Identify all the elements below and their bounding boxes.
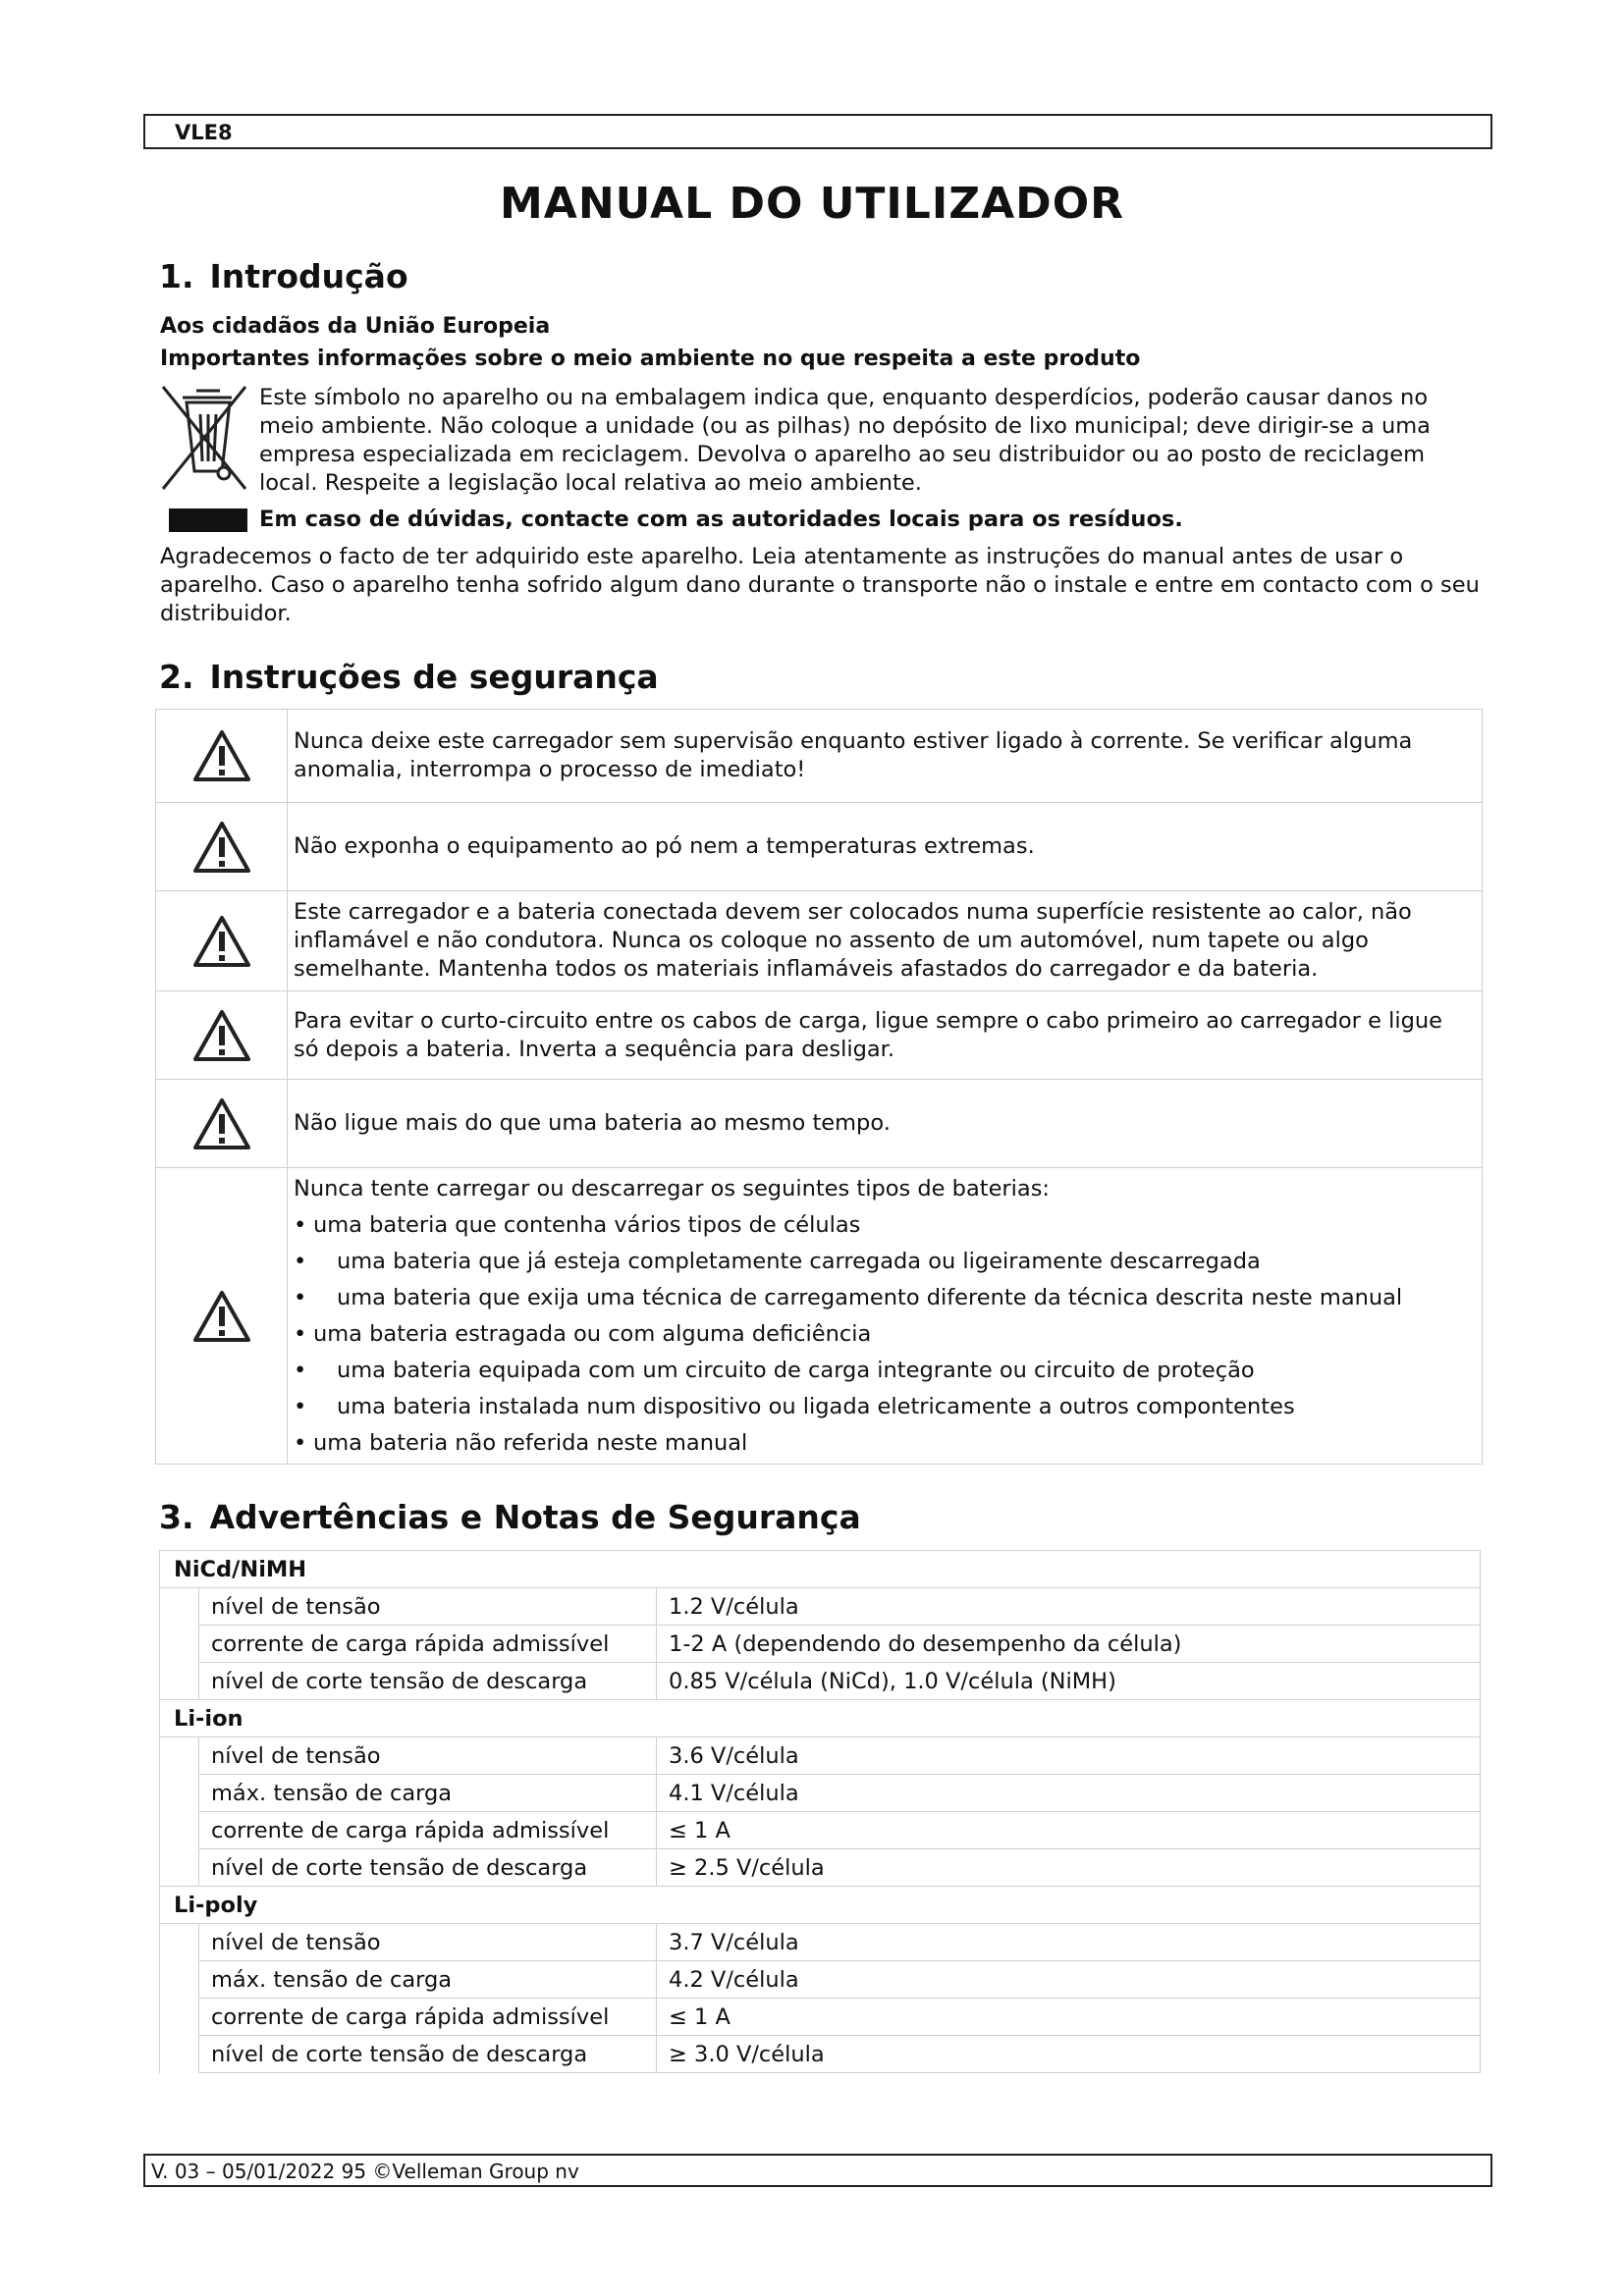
bullet-dot: • bbox=[294, 1429, 307, 1456]
spec-label: nível de tensão bbox=[199, 1588, 657, 1626]
safety-row bbox=[156, 891, 1483, 991]
safety-text: Não ligue mais do que uma bateria ao mesmo tempo. bbox=[288, 1080, 1483, 1168]
warning-icon-cell bbox=[156, 1168, 288, 1465]
warning-icon-cell bbox=[156, 803, 288, 891]
spec-value: 1-2 A (dependendo do desempenho da célula) bbox=[657, 1626, 1481, 1663]
section-number: 1. bbox=[159, 257, 194, 295]
spec-group-name: NiCd/NiMH bbox=[160, 1551, 1481, 1588]
spec-label: nível de corte tensão de descarga bbox=[199, 2036, 657, 2073]
spec-row bbox=[160, 1849, 1481, 1887]
bullet-dot: • bbox=[294, 1284, 307, 1310]
safety-row bbox=[156, 991, 1483, 1080]
section-title: Advertências e Notas de Segurança bbox=[209, 1498, 861, 1536]
safety-row bbox=[156, 710, 1483, 803]
safety-row bbox=[156, 1080, 1483, 1168]
footer-text: V. 03 – 05/01/2022 95 ©Velleman Group nv bbox=[151, 2160, 579, 2183]
battery-types-intro: Nunca tente carregar ou descarregar os seguintes tipos de baterias: bbox=[294, 1175, 1050, 1201]
spec-label: nível de corte tensão de descarga bbox=[199, 1663, 657, 1700]
section-heading-intro bbox=[159, 257, 408, 295]
bullet-dot: • bbox=[294, 1357, 307, 1383]
section-number: 3. bbox=[159, 1498, 194, 1536]
safety-text: Para evitar o curto-circuito entre os cabos de carga, ligue sempre o cabo primeiro ao carregador e ligue só depois a bateria. Inverta a sequência para desligar. bbox=[288, 991, 1483, 1080]
thanks-paragraph: Agradecemos o facto de ter adquirido este aparelho. Leia atentamente as instruções do manual antes de usar o aparelho. Caso o aparelho tenha sofrido algum dano durante o transporte não o instale e entre em contacto com o seu distribuidor. bbox=[160, 544, 1480, 626]
crossed-bin-icon bbox=[159, 383, 249, 493]
document-title: MANUAL DO UTILIZADOR bbox=[500, 179, 1124, 229]
section-title: Introdução bbox=[209, 257, 408, 295]
spec-label: máx. tensão de carga bbox=[199, 1775, 657, 1812]
spec-value: 3.6 V/célula bbox=[657, 1737, 1481, 1775]
warning-icon bbox=[191, 914, 252, 969]
warning-icon-cell bbox=[156, 991, 288, 1080]
spec-label: nível de tensão bbox=[199, 1924, 657, 1961]
bullet-item bbox=[294, 1389, 1472, 1425]
warning-icon bbox=[191, 1096, 252, 1151]
bullet-text: uma bateria estragada ou com alguma deficiência bbox=[313, 1320, 872, 1347]
bullet-text: uma bateria instalada num dispositivo ou ligada eletricamente a outros compontentes bbox=[337, 1393, 1295, 1419]
spec-value: 3.7 V/célula bbox=[657, 1924, 1481, 1961]
bullet-item bbox=[294, 1353, 1472, 1389]
spec-label: nível de tensão bbox=[199, 1737, 657, 1775]
safety-row bbox=[156, 803, 1483, 891]
safety-text: Nunca deixe este carregador sem supervisão enquanto estiver ligado à corrente. Se verificar alguma anomalia, interrompa o processo de imediato! bbox=[288, 710, 1483, 803]
model-label: VLE8 bbox=[175, 121, 233, 144]
battery-types-cell bbox=[288, 1168, 1483, 1465]
section-heading-safety bbox=[159, 658, 659, 696]
spec-value: ≥ 2.5 V/célula bbox=[657, 1849, 1481, 1887]
safety-table bbox=[155, 709, 1483, 1465]
spec-row bbox=[160, 1737, 1481, 1775]
section-number: 2. bbox=[159, 658, 194, 696]
bullet-item bbox=[294, 1244, 1472, 1280]
spec-label: nível de corte tensão de descarga bbox=[199, 1849, 657, 1887]
spec-row bbox=[160, 1626, 1481, 1663]
spec-row bbox=[160, 1663, 1481, 1700]
spec-value: 4.2 V/célula bbox=[657, 1961, 1481, 1999]
bullet-item bbox=[294, 1280, 1472, 1316]
spec-value: 1.2 V/célula bbox=[657, 1588, 1481, 1626]
spec-label: corrente de carga rápida admissível bbox=[199, 1626, 657, 1663]
warning-icon-cell bbox=[156, 891, 288, 991]
bullet-text: uma bateria que já esteja completamente carregada ou ligeiramente descarregada bbox=[337, 1248, 1261, 1274]
bullet-dot: • bbox=[294, 1248, 307, 1274]
spec-value: ≤ 1 A bbox=[657, 1999, 1481, 2036]
warning-icon bbox=[191, 820, 252, 875]
eu-citizens-line: Aos cidadãos da União Europeia bbox=[160, 314, 551, 339]
weee-text: Este símbolo no aparelho ou na embalagem indica que, enquanto desperdícios, poderão causar danos no meio ambiente. Não coloque a unidade (ou as pilhas) no depósito de lixo municipal; deve dirigir-se a uma empresa especializada em reciclagem. Devolva o aparelho ao seu distribuidor ou ao posto de reciclagem local. Respeite a legislação local relativa ao meio ambiente. bbox=[259, 385, 1431, 496]
spec-label: máx. tensão de carga bbox=[199, 1961, 657, 1999]
spec-row bbox=[160, 2036, 1481, 2073]
bullet-text: uma bateria equipada com um circuito de carga integrante ou circuito de proteção bbox=[337, 1357, 1255, 1383]
doubt-line: Em caso de dúvidas, contacte com as autoridades locais para os resíduos. bbox=[259, 507, 1183, 532]
safety-row bbox=[156, 1168, 1483, 1465]
section-title: Instruções de segurança bbox=[209, 658, 659, 696]
spec-label: corrente de carga rápida admissível bbox=[199, 1812, 657, 1849]
spec-value: 4.1 V/célula bbox=[657, 1775, 1481, 1812]
environment-info-line: Importantes informações sobre o meio ambiente no que respeita a este produto bbox=[160, 347, 1141, 371]
bullet-text: uma bateria que exija uma técnica de carregamento diferente da técnica descrita neste manual bbox=[337, 1284, 1403, 1310]
spec-group-row bbox=[160, 1887, 1481, 1924]
bullet-item bbox=[294, 1207, 1472, 1244]
header-bar bbox=[143, 114, 1492, 149]
section-heading-specs bbox=[159, 1498, 861, 1536]
spec-row bbox=[160, 1924, 1481, 1961]
black-bar-marker bbox=[169, 508, 247, 532]
spec-value: 0.85 V/célula (NiCd), 1.0 V/célula (NiMH) bbox=[657, 1663, 1481, 1700]
warning-icon-cell bbox=[156, 1080, 288, 1168]
bullet-dot: • bbox=[294, 1320, 307, 1347]
bullet-item bbox=[294, 1425, 1472, 1462]
bullet-item bbox=[294, 1316, 1472, 1353]
spec-value: ≥ 3.0 V/célula bbox=[657, 2036, 1481, 2073]
spec-row bbox=[160, 1812, 1481, 1849]
bullet-text: uma bateria não referida neste manual bbox=[313, 1429, 748, 1456]
bullet-dot: • bbox=[294, 1393, 307, 1419]
safety-text: Este carregador e a bateria conectada devem ser colocados numa superfície resistente ao calor, não inflamável e não condutora. Nunca os coloque no assento de um automóvel, num tapete ou algo semelhante. Mantenha todos os materiais inflamáveis afastados do carregador e da bateria. bbox=[288, 891, 1483, 991]
safety-text: Não exponha o equipamento ao pó nem a temperaturas extremas. bbox=[288, 803, 1483, 891]
footer-bar bbox=[143, 2154, 1492, 2187]
warning-icon bbox=[191, 1008, 252, 1063]
spec-label: corrente de carga rápida admissível bbox=[199, 1999, 657, 2036]
spec-row bbox=[160, 1999, 1481, 2036]
spec-value: ≤ 1 A bbox=[657, 1812, 1481, 1849]
bullet-text: uma bateria que contenha vários tipos de células bbox=[313, 1211, 861, 1238]
bullet-dot: • bbox=[294, 1211, 307, 1238]
warning-icon-cell bbox=[156, 710, 288, 803]
spec-row bbox=[160, 1961, 1481, 1999]
spec-group-name: Li-poly bbox=[160, 1887, 1481, 1924]
spec-row bbox=[160, 1588, 1481, 1626]
warning-icon bbox=[191, 1289, 252, 1344]
battery-spec-table bbox=[159, 1550, 1481, 2073]
spec-row bbox=[160, 1775, 1481, 1812]
spec-group-row bbox=[160, 1551, 1481, 1588]
spec-group-row bbox=[160, 1700, 1481, 1737]
warning-icon bbox=[191, 728, 252, 783]
spec-group-name: Li-ion bbox=[160, 1700, 1481, 1737]
